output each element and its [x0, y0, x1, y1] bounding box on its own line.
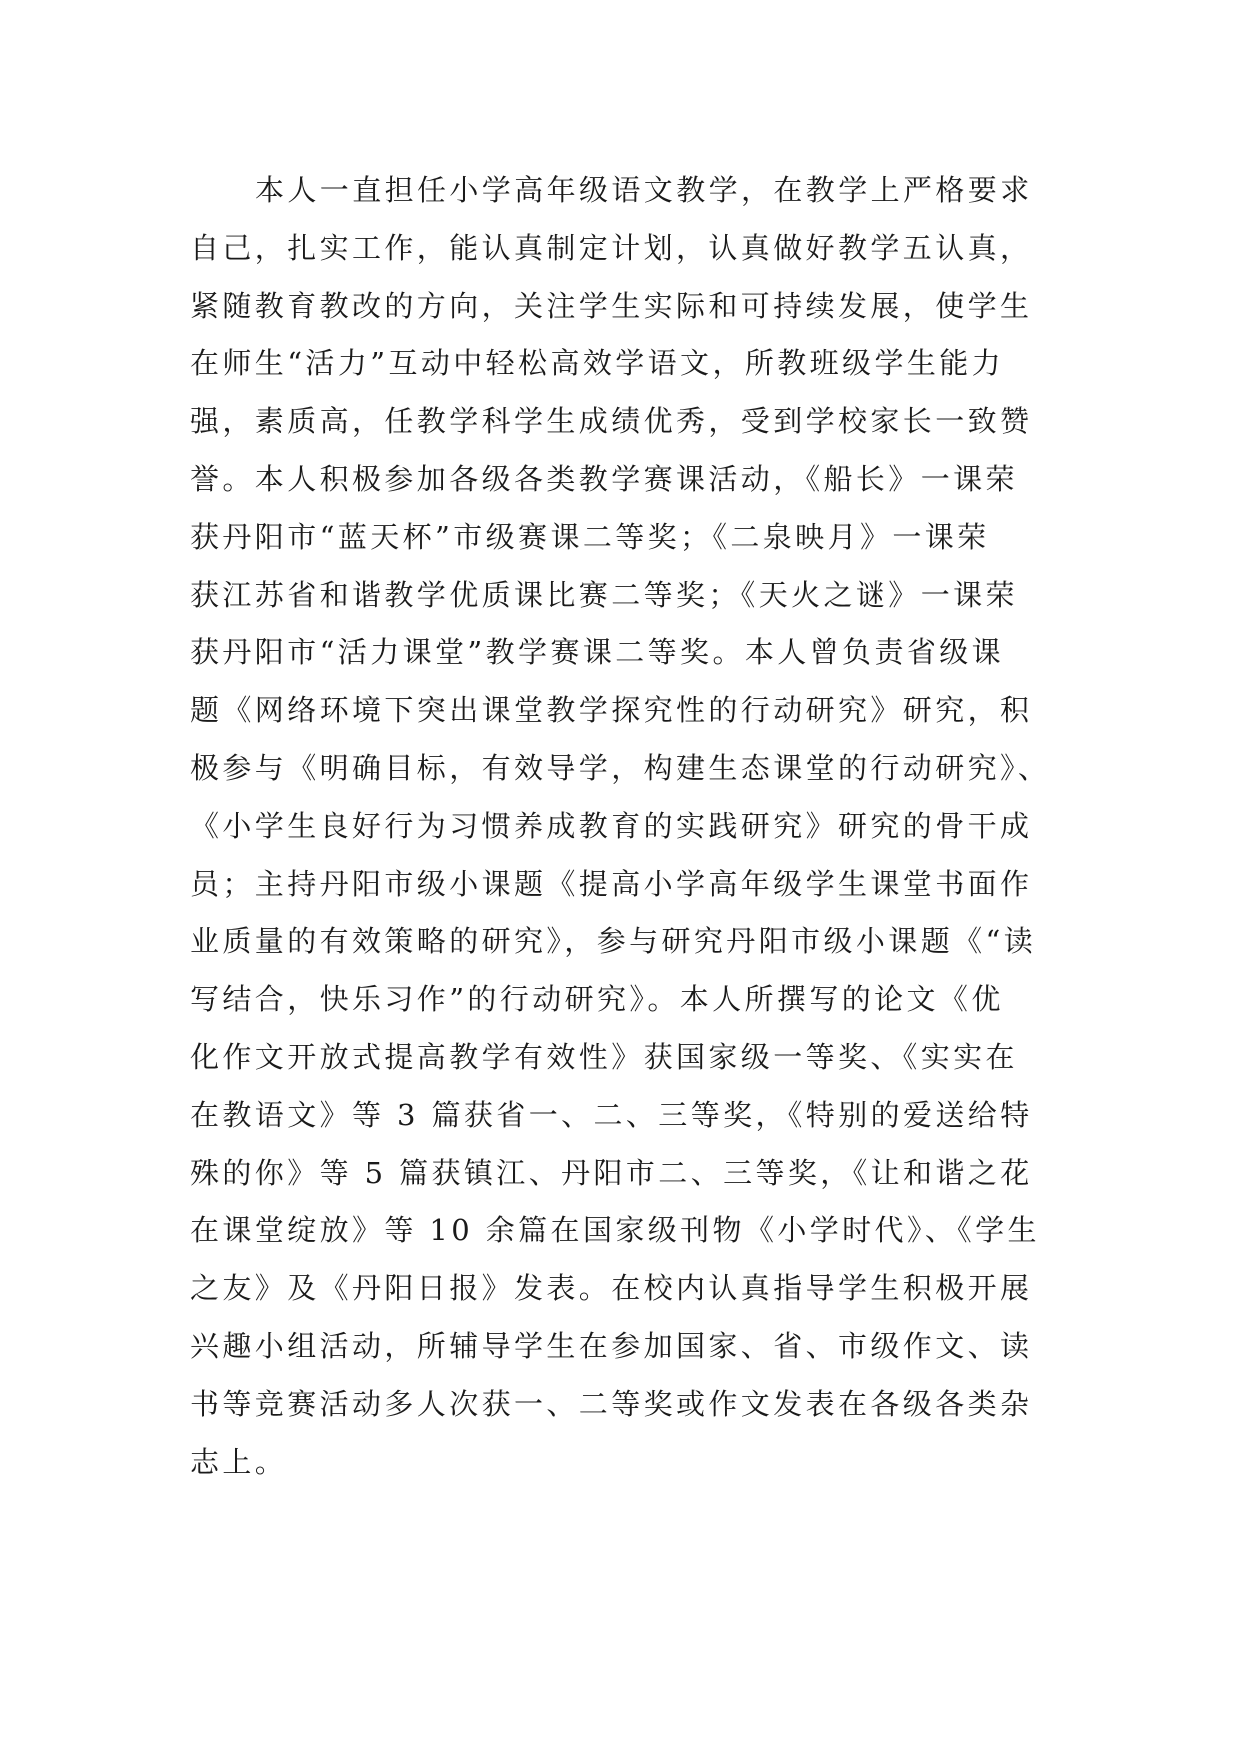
- paragraph-line: 写结合，快乐习作”的行动研究》。本人所撰写的论文《优: [190, 982, 1004, 1017]
- paragraph-line: 之友》及《丹阳日报》发表。在校内认真指导学生积极开展: [190, 1271, 1033, 1306]
- paragraph-line: 在师生“活力”互动中轻松高效学语文，所教班级学生能力: [190, 346, 1005, 381]
- paragraph-line: 员；主持丹阳市级小课题《提高小学高年级学生课堂书面作: [190, 866, 1033, 901]
- paragraph-line: 在课堂绽放》等 10 余篇在国家级刊物《小学时代》、《学生: [190, 1213, 1040, 1248]
- body-paragraph: [190, 162, 1090, 1491]
- paragraph-line: 志上。: [190, 1444, 288, 1479]
- paragraph-line: 誉。本人积极参加各级各类教学赛课活动，《船长》一课荣: [190, 461, 1018, 496]
- paragraph-line: 兴趣小组活动，所辅导学生在参加国家、省、市级作文、读: [190, 1328, 1033, 1363]
- paragraph-line: 本人一直担任小学高年级语文教学，在教学上严格要求: [255, 173, 1033, 207]
- paragraph-line: 极参与《明确目标，有效导学，构建生态课堂的行动研究》、: [190, 750, 1051, 785]
- paragraph-line: 自己，扎实工作，能认真制定计划，认真做好教学五认真，: [190, 230, 1033, 265]
- paragraph-line: 获丹阳市“蓝天杯”市级赛课二等奖；《二泉映月》一课荣: [190, 519, 990, 554]
- paragraph-line: 书等竞赛活动多人次获一、二等奖或作文发表在各级各类杂: [190, 1386, 1033, 1421]
- paragraph-line: 获江苏省和谐教学优质课比赛二等奖；《天火之谜》一课荣: [190, 577, 1018, 612]
- paragraph-line: 《小学生良好行为习惯养成教育的实践研究》研究的骨干成: [190, 808, 1033, 843]
- paragraph-line: 强，素质高，任教学科学生成绩优秀，受到学校家长一致赞: [190, 404, 1033, 439]
- paragraph-line: 获丹阳市“活力课堂”教学赛课二等奖。本人曾负责省级课: [190, 635, 1005, 670]
- paragraph-line: 化作文开放式提高教学有效性》获国家级一等奖、《实实在: [190, 1039, 1018, 1074]
- paragraph-line: 业质量的有效策略的研究》，参与研究丹阳市级小课题《“读: [190, 924, 1037, 959]
- paragraph-line: 殊的你》等 5 篇获镇江、丹阳市二、三等奖，《让和谐之花: [190, 1155, 1033, 1190]
- paragraph-line: 在教语文》等 3 篇获省一、二、三等奖，《特别的爱送给特: [190, 1097, 1033, 1132]
- paragraph-line: 题《网络环境下突出课堂教学探究性的行动研究》研究，积: [190, 693, 1033, 728]
- paragraph-line: 紧随教育教改的方向，关注学生实际和可持续发展，使学生: [190, 288, 1033, 323]
